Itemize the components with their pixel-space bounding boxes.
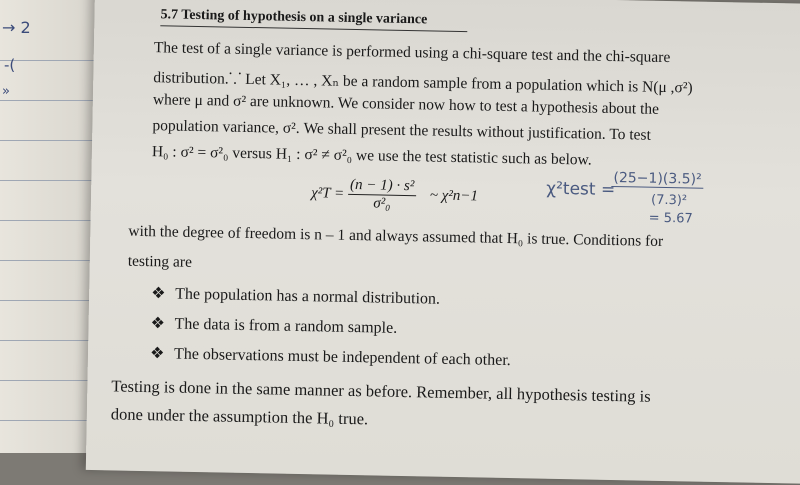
paragraph-line: H₀ : σ² = σ²₀ versus H₁ : σ² ≠ σ²₀ we use the test statistic such as below. bbox=[151, 143, 592, 169]
list-item-text: The population has a normal distribution. bbox=[175, 285, 441, 308]
handwritten-scribble: → 2 bbox=[2, 18, 31, 37]
paragraph-line: with the degree of freedom is n – 1 and always assumed that H₀ is true. Conditions for bbox=[128, 222, 664, 250]
list-item bbox=[151, 283, 440, 309]
handwritten-result: = 5.67 bbox=[648, 210, 693, 227]
textbook-page bbox=[86, 0, 800, 485]
bullet-diamond-icon: ❖ bbox=[149, 345, 165, 363]
formula-fraction bbox=[348, 177, 417, 213]
paragraph-line: The test of a single variance is performed using a chi-square test and the chi-square bbox=[153, 39, 671, 67]
paragraph-line: distribution.⸪ Let X₁, … , Xₙ be a random sample from a population which is N(μ ,σ²) bbox=[153, 69, 693, 97]
handwritten-scribble: » bbox=[2, 84, 10, 99]
paragraph-line: where μ and σ² are unknown. We consider now how to test a hypothesis about the bbox=[152, 91, 660, 118]
list-item-text: The data is from a random sample. bbox=[174, 315, 398, 337]
section-title: 5.7 Testing of hypothesis on a single variance bbox=[160, 7, 467, 32]
list-item-text: The observations must be independent of each other. bbox=[173, 345, 511, 370]
bullet-diamond-icon: ❖ bbox=[150, 315, 166, 333]
handwritten-numerator: (25−1)(3.5)² bbox=[611, 170, 703, 189]
test-statistic-formula bbox=[311, 176, 478, 214]
handwritten-denominator: (7.3)² bbox=[650, 192, 688, 209]
handwritten-lhs: χ²test = bbox=[546, 178, 616, 201]
formula-numerator: (n − 1) · s² bbox=[348, 177, 417, 196]
list-item bbox=[150, 343, 511, 370]
handwritten-scribble: -( bbox=[4, 56, 16, 74]
paragraph-line: testing are bbox=[127, 252, 193, 271]
bullet-diamond-icon: ❖ bbox=[151, 285, 166, 303]
paragraph-line: population variance, σ². We shall present the results without justification. To test bbox=[152, 117, 652, 144]
paragraph-line: done under the assumption the H₀ true. bbox=[110, 404, 369, 429]
formula-distribution: ~ χ²n−1 bbox=[429, 187, 479, 205]
paragraph-line: Testing is done in the same manner as before. Remember, all hypothesis testing is bbox=[111, 376, 651, 406]
formula-lhs: χ²T = bbox=[310, 185, 345, 202]
formula-denominator: σ²₀ bbox=[373, 195, 391, 212]
list-item bbox=[150, 313, 397, 338]
